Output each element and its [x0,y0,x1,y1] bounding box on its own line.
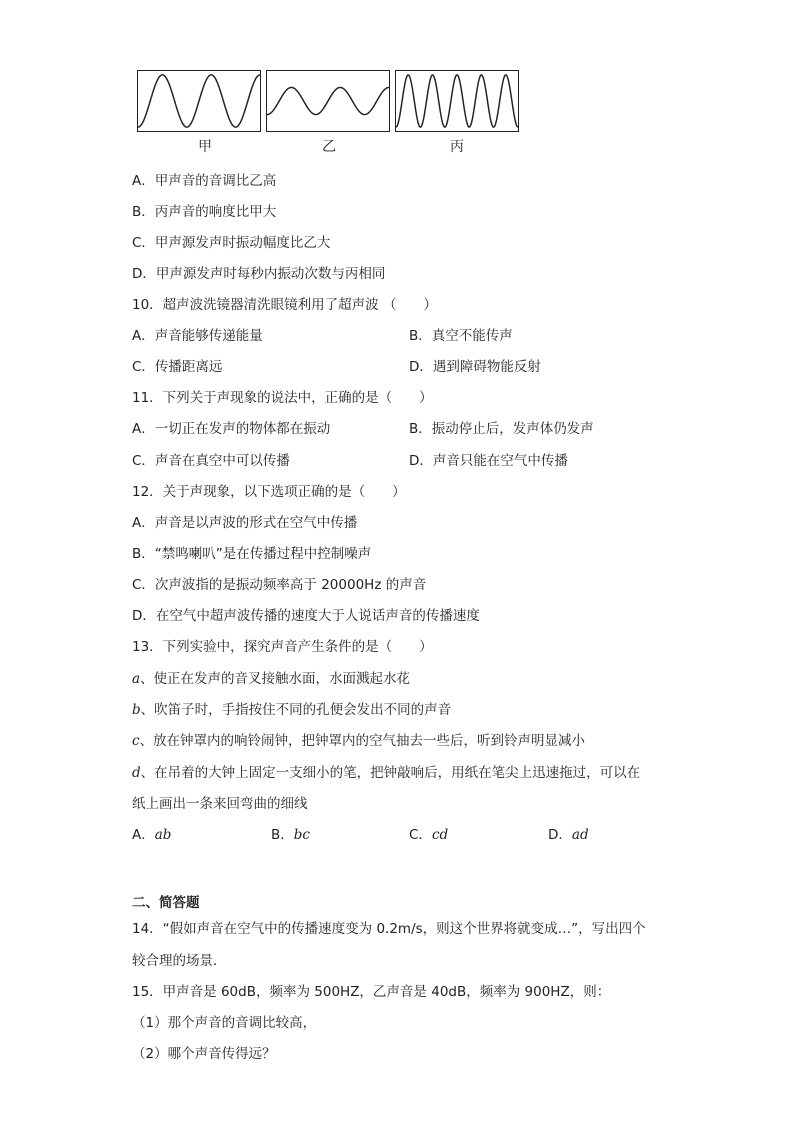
q13-option-c-prefix: C． [409,827,432,843]
q13-item-a [132,670,410,688]
wave-jia [138,71,260,131]
wave-box-jia [137,70,261,132]
section-title-short-answer: 二、简答题 [132,895,200,911]
q11-option-d: D．声音只能在空气中传播 [409,453,568,469]
q11-stem: 11．下列关于声现象的说法中，正确的是（ ） [132,390,433,406]
wave-jia-curve [138,75,260,127]
wave-figure [137,70,519,160]
q10-option-c: C．传播距离远 [132,359,223,375]
q10-option-a: A．声音能够传递能量 [132,328,263,344]
q14-line-1: 14．“假如声音在空气中的传播速度变为 0.2m/s，则这个世界将就变成…”，写出四个 [132,921,646,937]
wave-bing-curve [396,75,518,127]
q13-item-d [132,764,640,782]
wave-yi-curve [267,87,389,114]
q13-option-b-prefix: B． [271,827,294,843]
q12-option-d: D．在空气中超声波传播的速度大于人说话声音的传播速度 [132,608,480,624]
q10-option-d: D．遇到障碍物能反射 [409,359,541,375]
q9-option-a: A．甲声音的音调比乙高 [132,173,277,189]
wave-label-yi: 乙 [322,139,336,155]
q9-option-c: C．甲声源发声时振动幅度比乙大 [132,235,331,251]
q13-stem: 13．下列实验中，探究声音产生条件的是（ ） [132,639,433,655]
q11-option-c: C．声音在真空中可以传播 [132,453,290,469]
q11-option-b: B．振动停止后，发声体仍发声 [409,421,594,437]
q13-item-b [132,701,451,719]
q13-item-c-letter: c [132,733,140,749]
q11-option-a: A．一切正在发声的物体都在振动 [132,421,331,437]
q15-sub-2: （2）哪个声音传得远？ [132,1046,276,1062]
wave-label-jia: 甲 [198,139,212,155]
q13-option-a [132,826,171,844]
q12-option-b: B．“禁鸣喇叭”是在传播过程中控制噪声 [132,546,372,562]
wave-box-yi [266,70,390,132]
q13-item-b-letter: b [132,702,141,718]
q13-item-d-continued: 纸上画出一条来回弯曲的细线 [132,796,308,812]
q13-option-a-value: ab [154,827,172,843]
q13-item-c-text: 、放在钟罩内的响铃闹钟，把钟罩内的空气抽去一些后，听到铃声明显减小 [139,733,586,749]
q10-stem: 10．超声波洗镜器清洗眼镜利用了超声波 （ ） [132,297,437,313]
q12-option-a: A．声音是以声波的形式在空气中传播 [132,515,358,531]
q13-option-d-value: ad [571,827,589,843]
q13-item-d-letter: d [132,765,141,781]
q15-sub-1: （1）那个声音的音调比较高， [132,1015,317,1031]
q13-option-b [271,826,310,844]
q13-option-c-value: cd [431,827,449,843]
q13-option-d [548,826,589,844]
wave-bing [396,71,518,131]
wave-box-bing [395,70,519,132]
q13-item-a-letter: a [132,671,141,687]
q15-stem: 15．甲声音是 60dB，频率为 500HZ，乙声音是 40dB，频率为 900HZ，则： [132,984,611,1000]
q13-option-a-prefix: A． [132,827,155,843]
q13-item-b-text: 、吹笛子时，手指按住不同的孔便会发出不同的声音 [140,702,452,718]
q13-item-d-text: 、在吊着的大钟上固定一支细小的笔，把钟敲响后，用纸在笔尖上迅速拖过，可以在 [140,765,641,781]
wave-yi [267,71,389,131]
q9-option-d: D．甲声源发声时每秒内振动次数与丙相同 [132,266,386,282]
q12-option-c: C．次声波指的是振动频率高于 20000Hz 的声音 [132,577,427,593]
wave-label-bing: 丙 [450,139,464,155]
q14-line-2: 较合理的场景． [132,953,227,969]
q10-option-b: B．真空不能传声 [409,328,513,344]
q13-option-d-prefix: D． [548,827,572,843]
q9-option-b: B．丙声音的响度比甲大 [132,204,277,220]
q13-option-b-value: bc [293,827,310,843]
q13-item-a-text: 、使正在发声的音叉接触水面，水面溅起水花 [140,671,411,687]
q12-stem: 12．关于声现象，以下选项正确的是（ ） [132,484,406,500]
q13-option-c [409,826,448,844]
q13-item-c [132,732,585,750]
